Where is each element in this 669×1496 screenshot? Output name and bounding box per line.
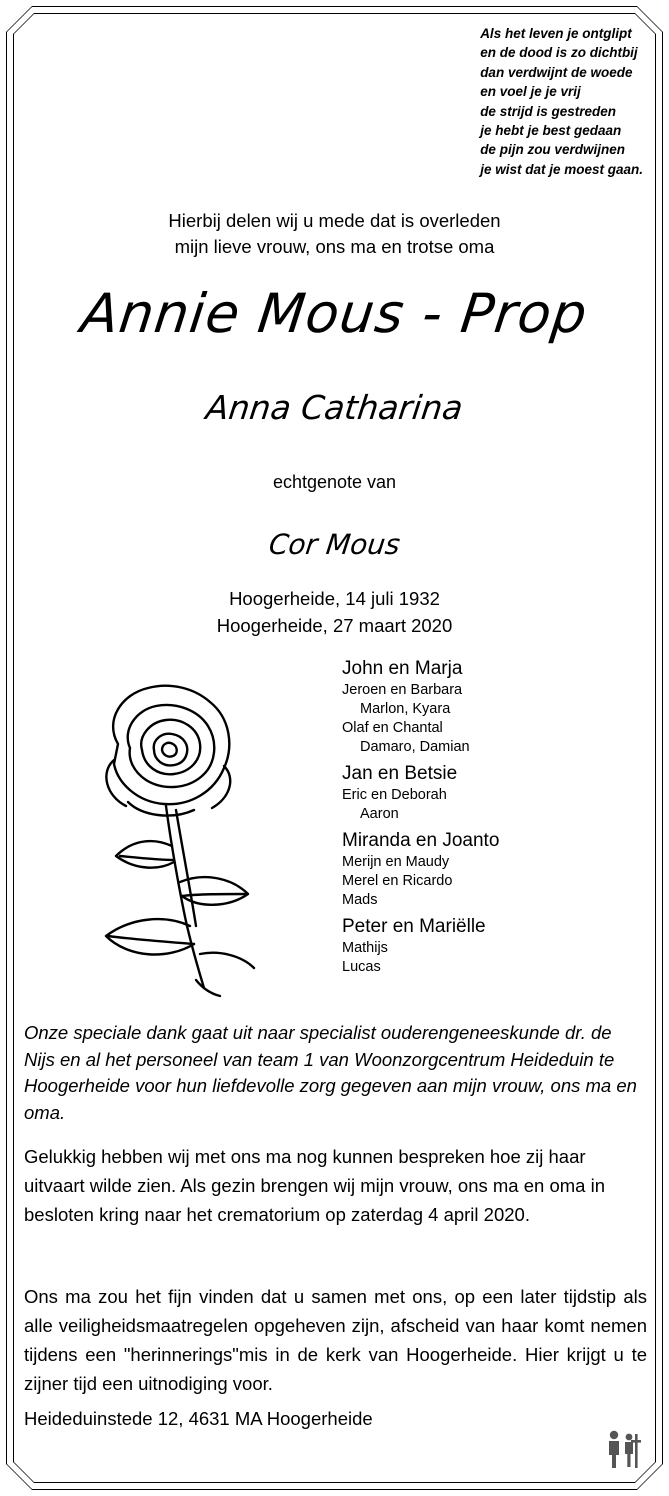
family-line: Merijn en Maudy [342, 854, 450, 870]
family-line: Damaro, Damian [360, 739, 470, 755]
address: Heideduinstede 12, 4631 MA Hoogerheide [24, 1408, 373, 1429]
family-line: Jeroen en Barbara [342, 682, 463, 698]
family-line: Aaron [360, 806, 399, 822]
family-line: Marlon, Kyara [360, 701, 451, 717]
cremation-paragraph: Gelukkig hebben wij met ons ma nog kunnen bespreken hoe zij haar uitvaart wilde zien. Als gezin brengen wij mijn vrouw, ons ma en oma in besloten kring naar het crematorium op zaterdag 4 april 2020. [24, 1146, 605, 1225]
poem-line: je hebt je best gedaan [480, 123, 622, 139]
family-line: Eric en Deborah [342, 787, 447, 803]
card-content [22, 20, 647, 1476]
poem-line: je wist dat je moest gaan. [480, 161, 643, 177]
rose-icon [44, 650, 294, 1000]
poem-line: Als het leven je ontglipt [480, 26, 632, 41]
poem-line: de pijn zou verdwijnen [480, 142, 625, 158]
memorial-paragraph: Ons ma zou het fijn vinden dat u samen met ons, op een later tijdstip als alle veiligheidsmaatregelen opgeheven zijn, afscheid van haar komt nemen tijdens een "herinnerings"mis in de kerk van Hoogerheide. Hier krijgt u te zijner tijd een uitnodiging voor. [24, 1286, 647, 1394]
family-line: Mads [342, 892, 378, 908]
intro-line-1: Hierbij delen wij u mede dat is overleden [168, 210, 501, 231]
spouse-name: Cor Mous [267, 528, 402, 561]
death-date: Hoogerheide, 27 maart 2020 [216, 615, 453, 636]
family-line: Mathijs [342, 940, 388, 956]
family-line: Merel en Ricardo [342, 873, 453, 889]
family-line: Olaf en Chantal [342, 720, 443, 736]
family-head: Peter en Mariëlle [342, 916, 486, 937]
poem-line: de strijd is gestreden [480, 103, 616, 119]
life-dates [22, 585, 647, 639]
family-head: John en Marja [342, 658, 463, 679]
family-line: Lucas [342, 959, 381, 975]
poem [480, 24, 643, 179]
intro-line-2: mijn lieve vrouw, ons ma en trotse oma [174, 236, 495, 257]
spouse-label: echtgenote van [272, 472, 397, 492]
birth-date: Hoogerheide, 14 juli 1932 [229, 588, 440, 609]
deceased-name: Annie Mous - Prop [77, 282, 592, 345]
family-head: Miranda en Joanto [342, 830, 500, 851]
thanks-paragraph: Onze speciale dank gaat uit naar specialist ouderengeneeskunde dr. de Nijs en al het personeel van team 1 van Woonzorgcentrum Heideduin te Hoogerheide voor hun liefdevolle zorg gegeven aan mijn vrouw, ons ma en oma. [24, 1022, 637, 1123]
poem-line: en de dood is zo dichtbij [480, 45, 638, 61]
poem-line: en voel je je vrij [480, 84, 581, 100]
funeral-home-logo-icon [601, 1426, 645, 1470]
family-list [342, 656, 642, 977]
announcement-intro [22, 208, 647, 260]
deceased-full-name: Anna Catharina [203, 388, 466, 427]
family-head: Jan en Betsie [342, 763, 458, 784]
poem-line: dan verdwijnt de woede [480, 64, 633, 80]
